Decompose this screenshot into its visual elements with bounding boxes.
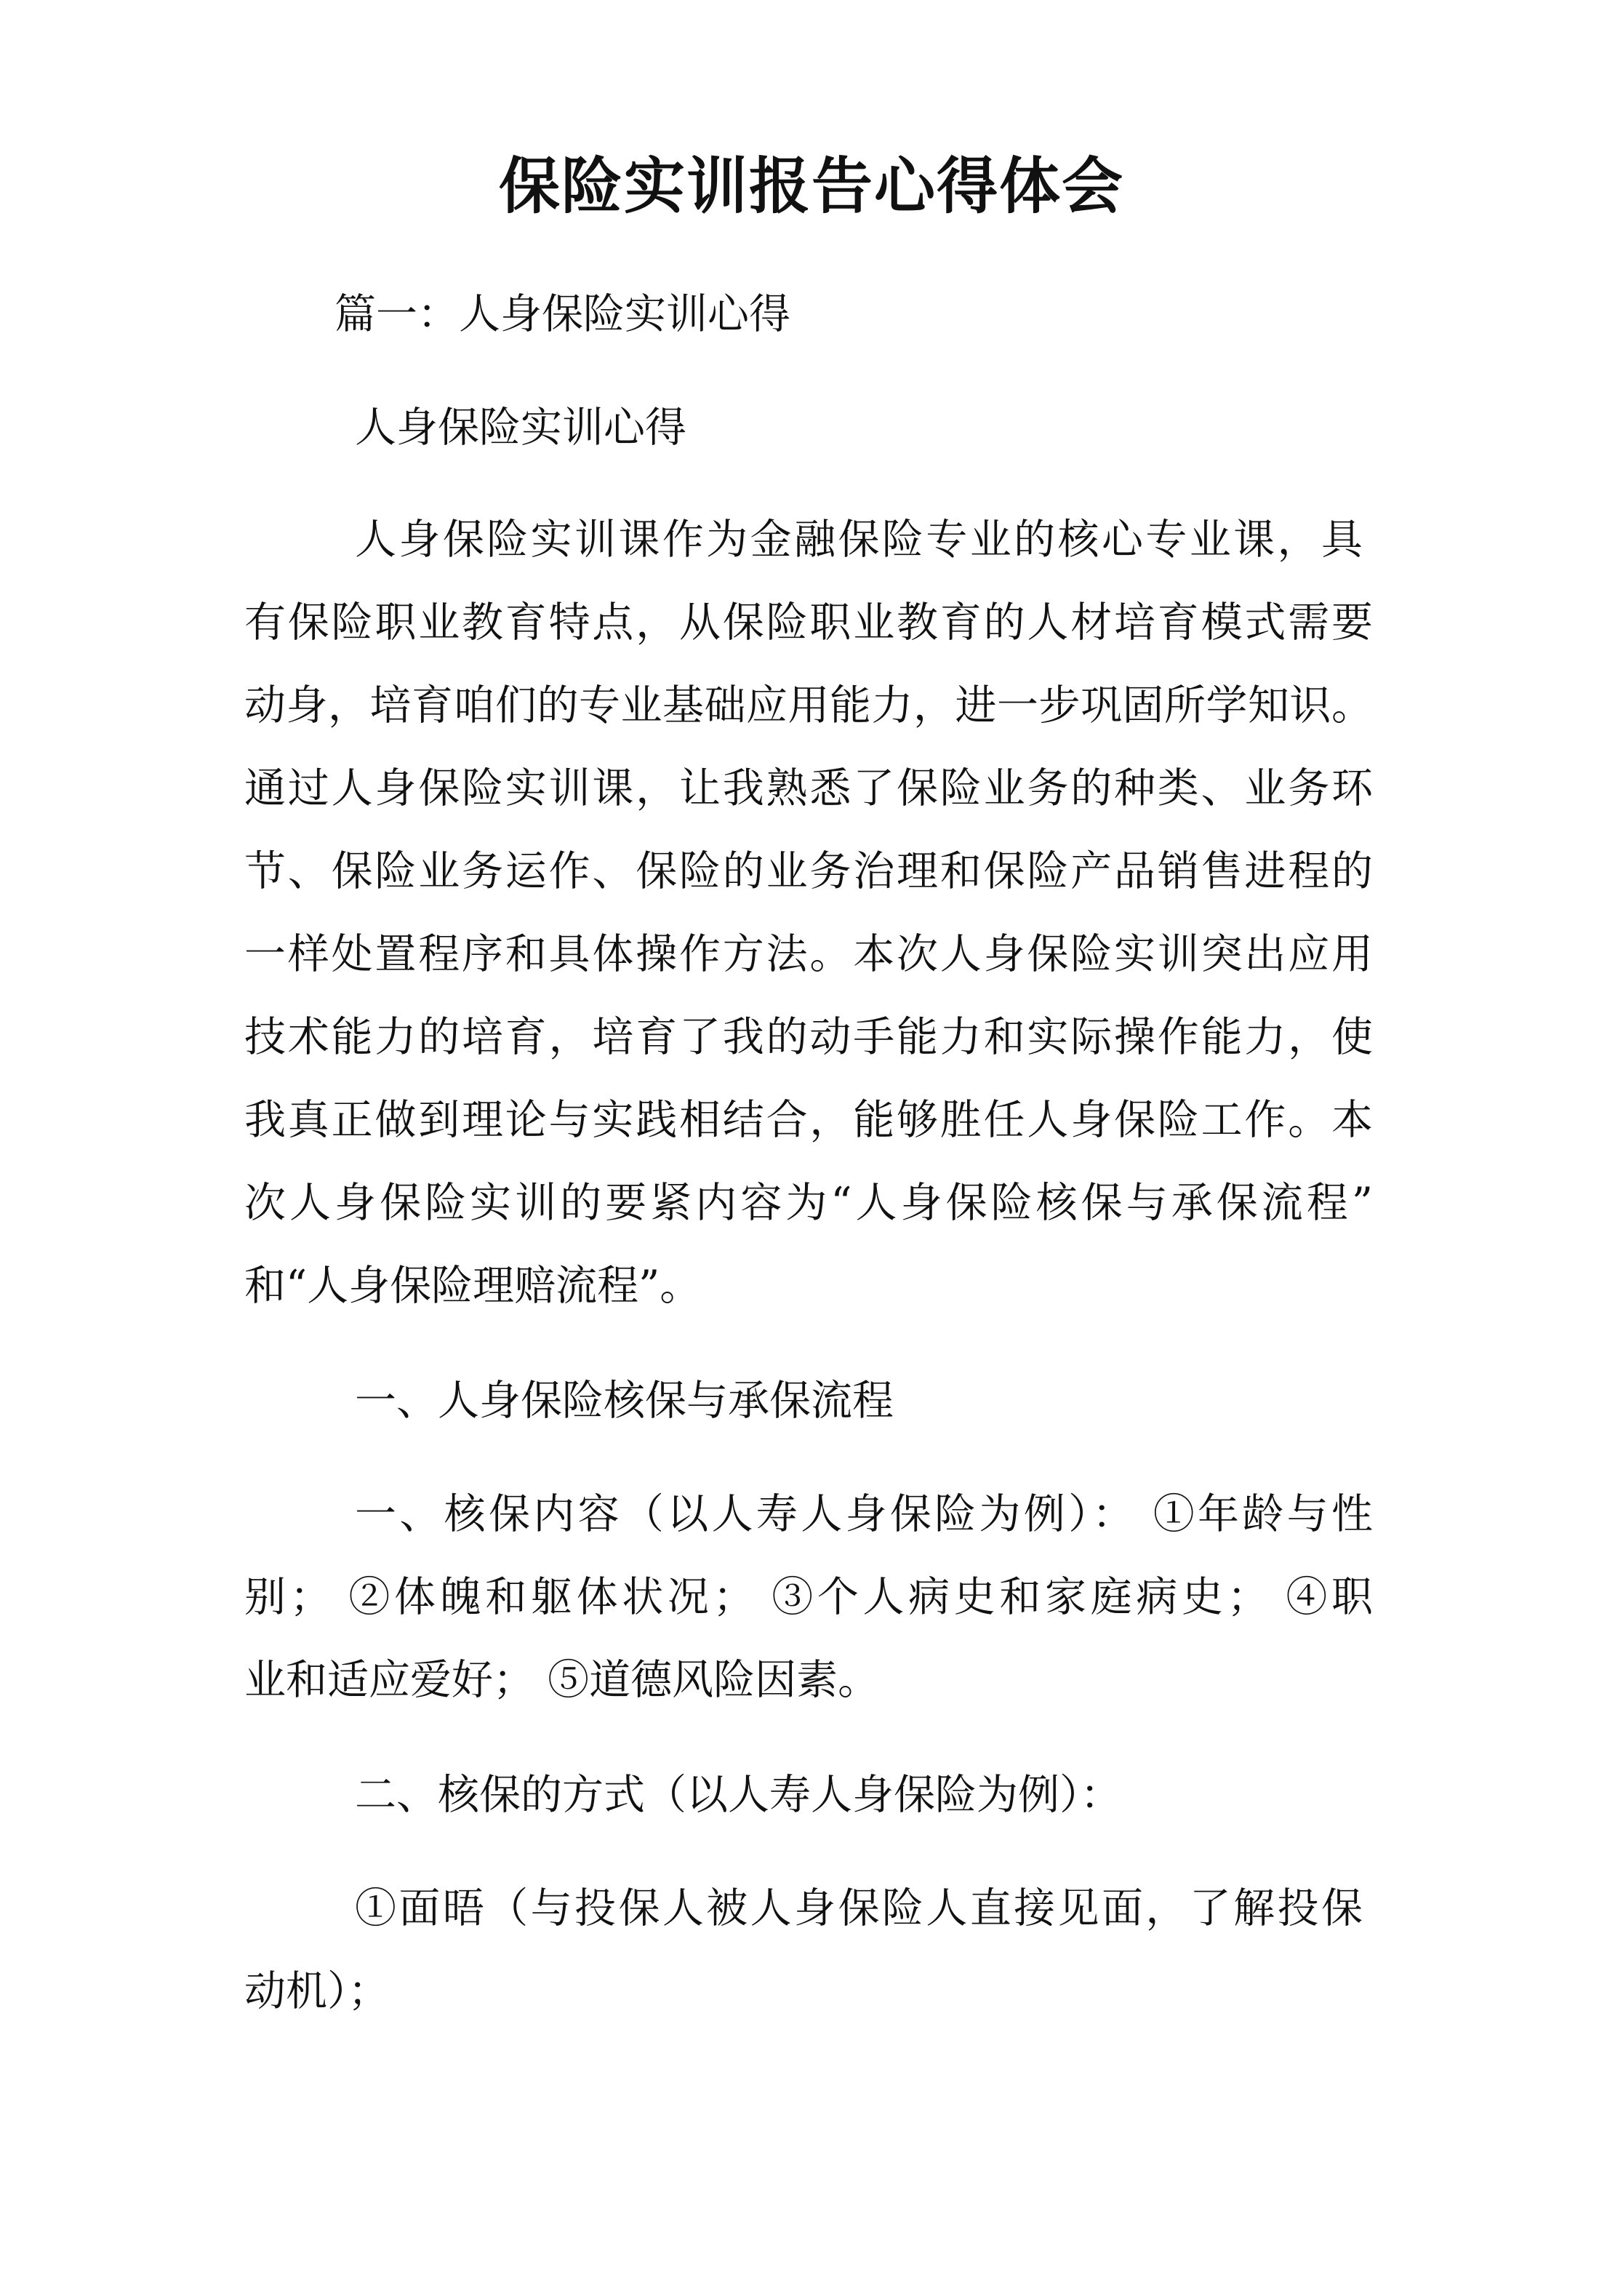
intro-line-3: 动身，培育咱们的专业基础应用能力，进一步巩固所学知识。 [244, 681, 1373, 729]
part1-heading: 一、人身保险核保与承保流程 [355, 1377, 894, 1425]
content-line-2: 别； ②体魄和躯体状况； ③个人病史和家庭病史； ④职 [244, 1573, 1373, 1621]
intro-line-9: 次人身保险实训的要紧内容为“人身保险核保与承保流程” [244, 1179, 1373, 1227]
intro-line-7: 技术能力的培育，培育了我的动手能力和实际操作能力，使 [244, 1013, 1373, 1061]
document-title: 保险实训报告心得体会 [498, 150, 1124, 222]
method-line-2: 动机）； [244, 1967, 390, 2015]
intro-line-2: 有保险职业教育特点，从保险职业教育的人材培育模式需要 [244, 599, 1373, 647]
section-heading: 篇一：人身保险实训心得 [334, 290, 790, 338]
content-line-1: 一、核保内容（以人寿人身保险为例）： ①年龄与性 [355, 1490, 1373, 1538]
intro-line-5: 节、保险业务运作、保险的业务治理和保险产品销售进程的 [244, 847, 1373, 895]
method-heading: 二、核保的方式（以人寿人身保险为例）： [355, 1771, 1122, 1819]
method-line-1: ①面晤（与投保人被人身保险人直接见面，了解投保 [355, 1884, 1363, 1932]
sub-heading: 人身保险实训心得 [355, 404, 686, 452]
intro-line-6: 一样处置程序和具体操作方法。本次人身保险实训突出应用 [244, 930, 1373, 978]
content-line-3: 业和适应爱好； ⑤道德风险因素。 [244, 1656, 880, 1704]
intro-line-4: 通过人身保险实训课，让我熟悉了保险业务的种类、业务环 [244, 764, 1373, 812]
intro-line-10: 和“人身保险理赔流程”。 [244, 1262, 702, 1310]
intro-line-1: 人身保险实训课作为金融保险专业的核心专业课，具 [355, 516, 1363, 564]
intro-line-8: 我真正做到理论与实践相结合，能够胜任人身保险工作。本 [244, 1096, 1373, 1144]
